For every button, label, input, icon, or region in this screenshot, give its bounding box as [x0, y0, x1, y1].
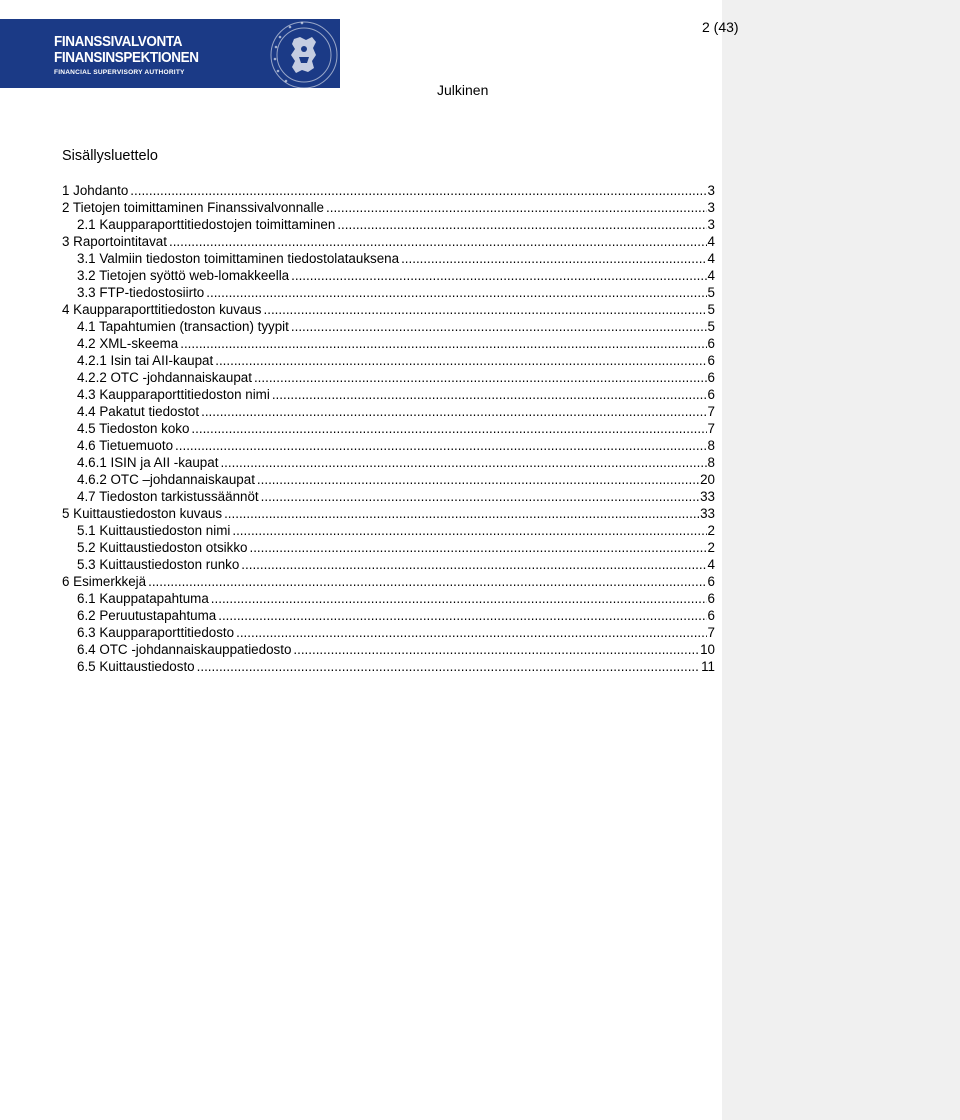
toc-leader-dots: [199, 403, 706, 420]
toc-leader-dots: [239, 556, 706, 573]
toc-title: Sisällysluettelo: [62, 148, 158, 164]
toc-entry[interactable]: [62, 488, 715, 505]
toc-entry-title: 2 Tietojen toimittaminen Finanssivalvonnalle: [62, 200, 324, 215]
toc-entry[interactable]: [62, 573, 715, 590]
toc-entry-page: 2: [707, 523, 715, 538]
toc-leader-dots: [262, 301, 707, 318]
toc-entry-title: 4.5 Tiedoston koko: [77, 421, 190, 436]
toc-leader-dots: [218, 454, 706, 471]
toc-leader-dots: [289, 318, 707, 335]
toc-entry[interactable]: [62, 369, 715, 386]
logo-text: [54, 34, 210, 77]
toc-leader-dots: [234, 624, 706, 641]
toc-leader-dots: [399, 250, 706, 267]
toc-entry[interactable]: [62, 471, 715, 488]
page-number: 2 (43): [702, 19, 739, 35]
toc-entry[interactable]: [62, 386, 715, 403]
toc-entry-page: 6: [707, 370, 715, 385]
toc-leader-dots: [252, 369, 707, 386]
toc-entry-title: 2.1 Kaupparaporttitiedostojen toimittaminen: [77, 217, 336, 232]
logo-line-2: FINANSINSPEKTIONEN: [54, 50, 199, 66]
toc-leader-dots: [178, 335, 706, 352]
toc-entry[interactable]: [62, 318, 715, 335]
toc-entry[interactable]: [62, 267, 715, 284]
toc-entry-title: 6.2 Peruutustapahtuma: [77, 608, 217, 623]
toc-entry-page: 3: [707, 217, 715, 232]
document-classification: Julkinen: [437, 82, 489, 98]
logo-line-3: FINANCIAL SUPERVISORY AUTHORITY: [54, 69, 185, 76]
toc-leader-dots: [247, 539, 706, 556]
toc-entry[interactable]: [62, 182, 715, 199]
toc-entry[interactable]: [62, 522, 715, 539]
toc-entry-title: 3.3 FTP-tiedostosiirto: [77, 285, 205, 300]
toc-entry[interactable]: [62, 199, 715, 216]
toc-leader-dots: [189, 420, 706, 437]
logo-line-1: FINANSSIVALVONTA: [54, 34, 183, 50]
toc-entry-page: 33: [700, 506, 715, 521]
toc-entry-title: 4.6.2 OTC –johdannaiskaupat: [77, 472, 255, 487]
toc-entry-title: 4.1 Tapahtumien (transaction) tyypit: [77, 319, 289, 334]
toc-leader-dots: [167, 233, 707, 250]
toc-leader-dots: [213, 352, 706, 369]
toc-entry[interactable]: [62, 352, 715, 369]
toc-entry[interactable]: [62, 420, 715, 437]
toc-entry[interactable]: [62, 607, 715, 624]
toc-entry-page: 4: [707, 234, 715, 249]
toc-entry-title: 6.4 OTC -johdannaiskauppatiedosto: [77, 642, 292, 657]
toc-leader-dots: [270, 386, 707, 403]
toc-entry-page: 5: [707, 319, 715, 334]
toc-entry-page: 7: [707, 625, 715, 640]
toc-entry-title: 4.2.1 Isin tai AII-kaupat: [77, 353, 214, 368]
toc-leader-dots: [255, 471, 699, 488]
toc-entry[interactable]: [62, 658, 715, 675]
toc-entry-title: 4.2 XML-skeema: [77, 336, 179, 351]
toc-entry-page: 3: [707, 183, 715, 198]
toc-entry-page: 7: [707, 421, 715, 436]
toc-entry-title: 4.6 Tietuemuoto: [77, 438, 174, 453]
toc-leader-dots: [291, 641, 699, 658]
toc-entry-title: 5 Kuittaustiedoston kuvaus: [62, 506, 223, 521]
toc-leader-dots: [324, 199, 707, 216]
toc-entry-title: 6.5 Kuittaustiedosto: [77, 659, 195, 674]
toc-entry-page: 10: [700, 642, 715, 657]
toc-entry[interactable]: [62, 335, 715, 352]
toc-entry-title: 4.6.1 ISIN ja AII -kaupat: [77, 455, 219, 470]
toc-entry-title: 4.4 Pakatut tiedostot: [77, 404, 200, 419]
toc-entry-title: 5.2 Kuittaustiedoston otsikko: [77, 540, 248, 555]
toc-entry[interactable]: [62, 590, 715, 607]
toc-entry-title: 3 Raportointitavat: [62, 234, 167, 249]
toc-entry-page: 33: [700, 489, 715, 504]
toc-entry-page: 2: [707, 540, 715, 555]
toc-entry[interactable]: [62, 284, 715, 301]
toc-entry-page: 6: [707, 591, 715, 606]
toc-leader-dots: [335, 216, 706, 233]
toc-entry-page: 5: [707, 302, 715, 317]
toc-leader-dots: [216, 607, 706, 624]
toc-leader-dots: [146, 573, 706, 590]
toc-leader-dots: [195, 658, 700, 675]
toc-entry-page: 4: [707, 251, 715, 266]
toc-entry-page: 6: [707, 336, 715, 351]
toc-entry-page: 6: [707, 608, 715, 623]
toc-leader-dots: [173, 437, 707, 454]
lion-seal-icon: [266, 19, 338, 88]
table-of-contents: [62, 182, 715, 675]
toc-entry-page: 6: [707, 387, 715, 402]
toc-entry-title: 6.1 Kauppatapahtuma: [77, 591, 209, 606]
toc-entry-page: 7: [707, 404, 715, 419]
toc-entry-page: 8: [707, 438, 715, 453]
toc-entry-page: 4: [707, 268, 715, 283]
toc-entry-title: 1 Johdanto: [62, 183, 129, 198]
toc-entry-page: 8: [707, 455, 715, 470]
toc-entry[interactable]: [62, 216, 715, 233]
toc-leader-dots: [128, 182, 706, 199]
toc-entry[interactable]: [62, 437, 715, 454]
toc-leader-dots: [259, 488, 699, 505]
toc-entry-title: 4.2.2 OTC -johdannaiskaupat: [77, 370, 252, 385]
toc-entry-title: 4.7 Tiedoston tarkistussäännöt: [77, 489, 259, 504]
toc-entry-page: 20: [700, 472, 715, 487]
toc-entry-title: 5.3 Kuittaustiedoston runko: [77, 557, 240, 572]
toc-entry-page: 6: [707, 574, 715, 589]
toc-entry[interactable]: [62, 403, 715, 420]
toc-entry-title: 3.2 Tietojen syöttö web-lomakkeella: [77, 268, 290, 283]
toc-entry-page: 4: [707, 557, 715, 572]
toc-entry[interactable]: [62, 250, 715, 267]
toc-entry-page: 6: [707, 353, 715, 368]
toc-entry-page: 3: [707, 200, 715, 215]
toc-entry-title: 4 Kaupparaporttitiedoston kuvaus: [62, 302, 262, 317]
toc-leader-dots: [289, 267, 706, 284]
page-margin-strip: [722, 0, 960, 1120]
toc-entry[interactable]: [62, 505, 715, 522]
toc-leader-dots: [209, 590, 707, 607]
toc-entry-title: 3.1 Valmiin tiedoston toimittaminen tiedostolatauksena: [77, 251, 400, 266]
toc-entry-title: 5.1 Kuittaustiedoston nimi: [77, 523, 231, 538]
toc-entry[interactable]: [62, 556, 715, 573]
toc-entry-title: 6 Esimerkkejä: [62, 574, 147, 589]
toc-entry-title: 4.3 Kaupparaporttitiedoston nimi: [77, 387, 270, 402]
toc-entry-page: 5: [707, 285, 715, 300]
toc-entry[interactable]: [62, 233, 715, 250]
toc-entry-title: 6.3 Kaupparaporttitiedosto: [77, 625, 235, 640]
toc-leader-dots: [204, 284, 706, 301]
toc-entry[interactable]: [62, 301, 715, 318]
toc-entry[interactable]: [62, 624, 715, 641]
toc-entry[interactable]: [62, 539, 715, 556]
toc-leader-dots: [222, 505, 699, 522]
finanssivalvonta-logo: [0, 19, 340, 88]
toc-entry-page: 11: [701, 659, 715, 674]
toc-entry[interactable]: [62, 454, 715, 471]
toc-leader-dots: [230, 522, 706, 539]
toc-entry[interactable]: [62, 641, 715, 658]
